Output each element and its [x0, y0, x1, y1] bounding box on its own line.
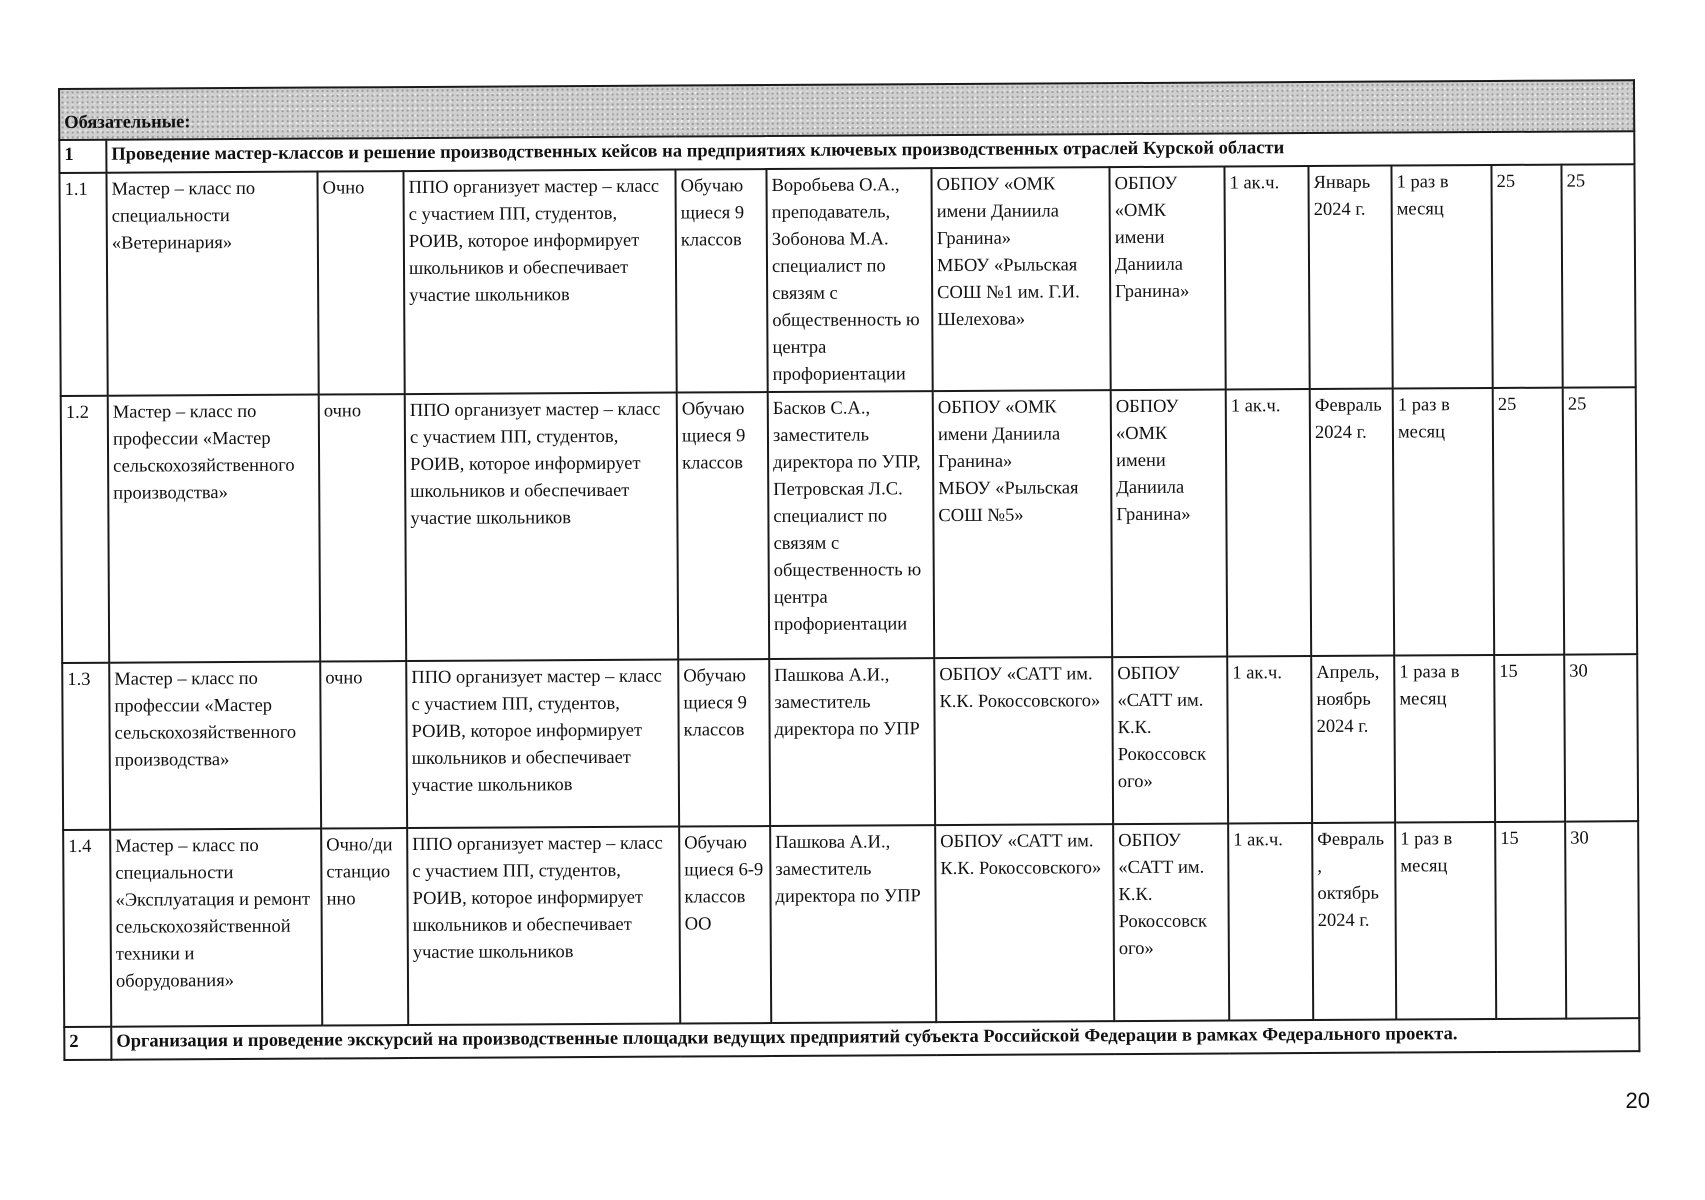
- event-count-b: 25: [1563, 387, 1638, 654]
- event-organizations: ОБПОУ «ОМК имени Даниила Гранина» МБОУ «Рыльская СОШ №5»: [933, 390, 1112, 658]
- event-format: очно: [320, 661, 407, 828]
- event-format: Очно: [317, 171, 404, 394]
- table-row: [61, 387, 1638, 663]
- event-name: Мастер – класс по профессии «Мастер сельскохозяйственного производства»: [109, 662, 321, 830]
- row-number: 1.3: [62, 663, 110, 830]
- event-dates: Январь 2024 г.: [1308, 166, 1392, 389]
- event-duration: 1 ак.ч.: [1226, 389, 1311, 656]
- mandatory-header-row: [59, 80, 1634, 140]
- event-name: Мастер – класс по профессии «Мастер сельскохозяйственного производства»: [108, 395, 320, 663]
- event-frequency: 1 раз в месяц: [1393, 388, 1494, 656]
- event-organizations: ОБПОУ «САТТ им. К.К. Рокоссовского»: [935, 824, 1114, 1022]
- event-format: Очно/ди станцио нно: [321, 828, 408, 1025]
- event-organizations: ОБПОУ «САТТ им. К.К. Рокоссовского»: [934, 657, 1113, 825]
- event-description: ППО организует мастер – класс с участием ПП, студентов, РОИВ, которое информирует школьников и обеспечивает участие школьников: [406, 660, 679, 829]
- event-count-a: 25: [1491, 165, 1562, 388]
- event-audience: Обучаю щиеся 9 классов: [675, 169, 767, 393]
- event-audience: Обучаю щиеся 9 классов: [678, 659, 770, 827]
- event-description: ППО организует мастер – класс с участием ПП, студентов, РОИВ, которое информирует школьников и обеспечивает участие школьников: [403, 170, 676, 395]
- event-responsible: Басков С.А., заместитель директора по УПР, Петровская Л.С. специалист по связям с общественность ю центра профориентации: [768, 391, 934, 659]
- event-count-b: 25: [1561, 164, 1635, 387]
- events-table: [58, 79, 1640, 1061]
- plan-table-container: [58, 79, 1638, 1061]
- table-row: [59, 164, 1635, 396]
- event-audience: Обучаю щиеся 6-9 классов ОО: [679, 826, 771, 1024]
- event-venue: ОБПОУ «ОМК имени Даниила Гранина»: [1109, 166, 1225, 390]
- row-number: 1.4: [63, 830, 111, 1027]
- event-responsible: Пашкова А.И., заместитель директора по УПР: [770, 825, 936, 1023]
- event-count-a: 25: [1493, 388, 1564, 655]
- event-frequency: 1 раз в месяц: [1391, 165, 1492, 389]
- event-venue: ОБПОУ «САТТ им. К.К. Рокоссовск ого»: [1112, 656, 1228, 824]
- event-count-b: 30: [1565, 821, 1639, 1018]
- section-number: 2: [64, 1027, 111, 1060]
- event-dates: Февраль 2024 г.: [1310, 389, 1394, 656]
- event-description: ППО организует мастер – класс с участием ПП, студентов, РОИВ, которое информирует школьников и обеспечивает участие школьников: [407, 827, 680, 1026]
- event-duration: 1 ак.ч.: [1228, 823, 1313, 1020]
- row-number: 1.2: [61, 396, 109, 663]
- event-venue: ОБПОУ «САТТ им. К.К. Рокоссовск ого»: [1113, 823, 1229, 1021]
- event-name: Мастер – класс по специальности «Эксплуатация и ремонт сельскохозяйственной техники и оборудования»: [110, 829, 322, 1027]
- event-dates: Февраль , октябрь 2024 г.: [1312, 823, 1396, 1020]
- event-duration: 1 ак.ч.: [1224, 166, 1309, 389]
- event-responsible: Пашкова А.И., заместитель директора по УПР: [769, 658, 935, 826]
- event-organizations: ОБПОУ «ОМК имени Даниила Гранина» МБОУ «Рыльская СОШ №1 им. Г.И. Шелехова»: [931, 167, 1110, 391]
- page-number: 20: [1625, 1088, 1650, 1113]
- mandatory-label: Обязательные:: [59, 80, 1634, 140]
- event-count-a: 15: [1494, 655, 1565, 822]
- event-responsible: Воробьева О.А., преподаватель, Зобонова М.А. специалист по связям с общественность ю центра профориентации: [766, 168, 932, 392]
- section-title: Организация и проведение экскурсий на производственные площадки ведущих предприятий субъекта Российской Федерации в рамках Федерального проекта.: [111, 1018, 1639, 1060]
- event-count-b: 30: [1564, 654, 1638, 821]
- event-name: Мастер – класс по специальности «Ветеринария»: [106, 172, 318, 396]
- row-number: 1.1: [59, 173, 107, 396]
- event-venue: ОБПОУ «ОМК имени Даниила Гранина»: [1111, 389, 1227, 657]
- event-audience: Обучаю щиеся 9 классов: [677, 392, 769, 660]
- section-number: 1: [59, 140, 106, 173]
- event-format: очно: [319, 394, 406, 661]
- event-count-a: 15: [1495, 822, 1566, 1019]
- event-frequency: 1 раз в месяц: [1395, 822, 1496, 1020]
- table-row: [62, 654, 1638, 830]
- event-frequency: 1 раза в месяц: [1394, 655, 1495, 823]
- event-dates: Апрель, ноябрь 2024 г.: [1311, 656, 1395, 823]
- section-title: Проведение мастер-классов и решение производственных кейсов на предприятиях ключевых производственных отраслей Курской области: [106, 131, 1634, 173]
- event-duration: 1 ак.ч.: [1227, 656, 1312, 823]
- event-description: ППО организует мастер – класс с участием ПП, студентов, РОИВ, которое информирует школьников и обеспечивает участие школьников: [405, 393, 678, 662]
- table-row: [63, 821, 1639, 1027]
